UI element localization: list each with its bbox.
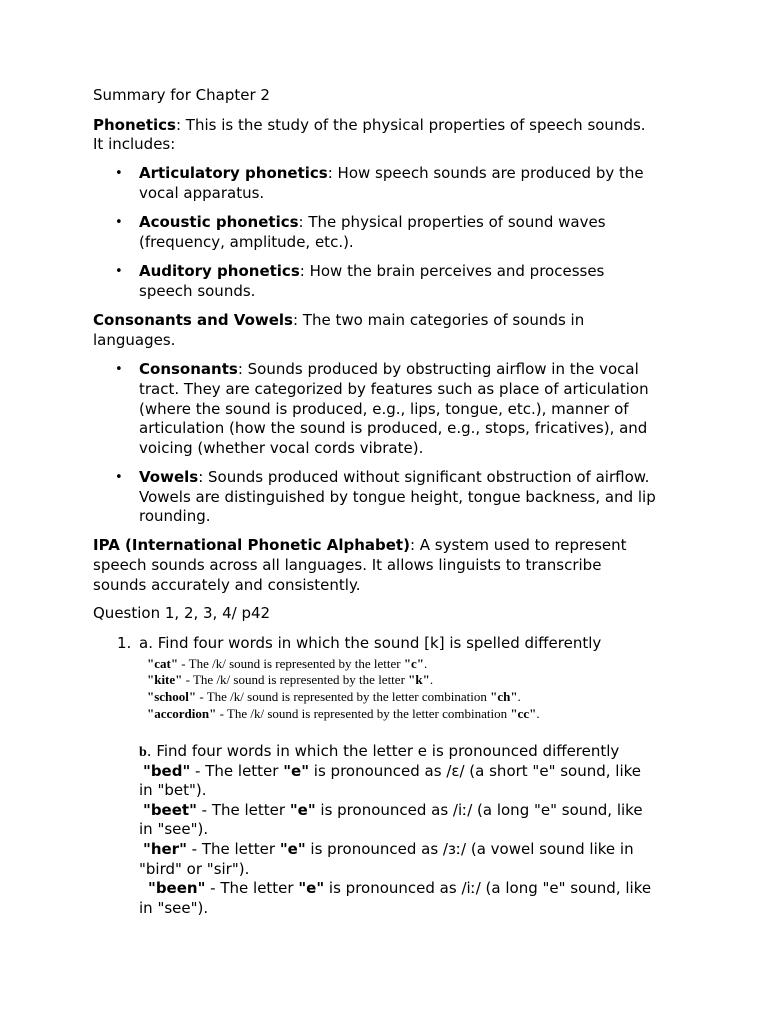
list-item-cont: (where the sound is produced, e.g., lips, tongue, etc.), manner of xyxy=(139,400,629,418)
list-item-cont: vocal apparatus. xyxy=(139,184,265,202)
bullet-icon: • xyxy=(115,215,123,230)
k-word-row: "kite" - The /k/ sound is represented by the letter "k". xyxy=(147,672,434,687)
list-item-cont: voicing (whether vocal cords vibrate). xyxy=(139,439,424,457)
k-word-row: "accordion" - The /k/ sound is represented by the letter combination "cc". xyxy=(147,706,540,721)
ipa-definition-cont: speech sounds across all languages. It allows linguists to transcribe xyxy=(93,556,602,574)
question-number: 1. xyxy=(117,634,132,652)
list-item-cont: (frequency, amplitude, etc.). xyxy=(139,233,354,251)
questions-heading: Question 1, 2, 3, 4/ p42 xyxy=(93,604,271,622)
list-item: Acoustic phonetics: The physical properties of sound waves xyxy=(139,213,606,231)
page-title: Summary for Chapter 2 xyxy=(93,86,270,104)
e-word-row: "her" - The letter "e" is pronounced as /ɜː/ (a vowel sound like in xyxy=(143,840,634,858)
bullet-icon: • xyxy=(115,470,123,485)
list-item-cont: Vowels are distinguished by tongue height, tongue backness, and lip xyxy=(139,488,656,506)
phonetics-definition: Phonetics: This is the study of the physical properties of speech sounds. xyxy=(93,116,646,134)
list-item: Auditory phonetics: How the brain perceives and processes xyxy=(139,262,605,280)
k-word-row: "cat" - The /k/ sound is represented by the letter "c". xyxy=(147,656,428,671)
list-item-cont: tract. They are categorized by features such as place of articulation xyxy=(139,380,649,398)
phonetics-definition-cont: It includes: xyxy=(93,135,176,153)
e-word-row: "been" - The letter "e" is pronounced as /iː/ (a long "e" sound, like xyxy=(148,879,652,897)
e-word-row-cont: in "see"). xyxy=(139,820,209,838)
e-word-row-cont: in "bet"). xyxy=(139,781,207,799)
list-item: Vowels: Sounds produced without significant obstruction of airflow. xyxy=(139,468,650,486)
cv-definition: Consonants and Vowels: The two main categories of sounds in xyxy=(93,311,585,329)
k-word-row: "school" - The /k/ sound is represented by the letter combination "ch". xyxy=(147,689,521,704)
cv-definition-cont: languages. xyxy=(93,331,176,349)
bullet-icon: • xyxy=(115,166,123,181)
e-word-row-cont: "bird" or "sir"). xyxy=(139,860,250,878)
question-1a: a. Find four words in which the sound [k] is spelled differently xyxy=(139,634,602,652)
list-item: Articulatory phonetics: How speech sounds are produced by the xyxy=(139,164,644,182)
list-item: Consonants: Sounds produced by obstructing airflow in the vocal xyxy=(139,360,639,378)
e-word-row-cont: in "see"). xyxy=(139,899,209,917)
phonetics-term: Phonetics xyxy=(93,116,176,134)
list-item-cont: speech sounds. xyxy=(139,282,256,300)
bullet-icon: • xyxy=(115,362,123,377)
bullet-icon: • xyxy=(115,264,123,279)
question-1b: b. Find four words in which the letter e is pronounced differently xyxy=(139,742,620,760)
list-item-cont: rounding. xyxy=(139,507,211,525)
list-item-cont: articulation (how the sound is produced, e.g., stops, fricatives), and xyxy=(139,419,648,437)
e-word-row: "beet" - The letter "e" is pronounced as /iː/ (a long "e" sound, like xyxy=(143,801,643,819)
ipa-definition-cont: sounds accurately and consistently. xyxy=(93,576,361,594)
e-word-row: "bed" - The letter "e" is pronounced as /ɛ/ (a short "e" sound, like xyxy=(143,762,642,780)
ipa-definition: IPA (International Phonetic Alphabet): A system used to represent xyxy=(93,536,627,554)
